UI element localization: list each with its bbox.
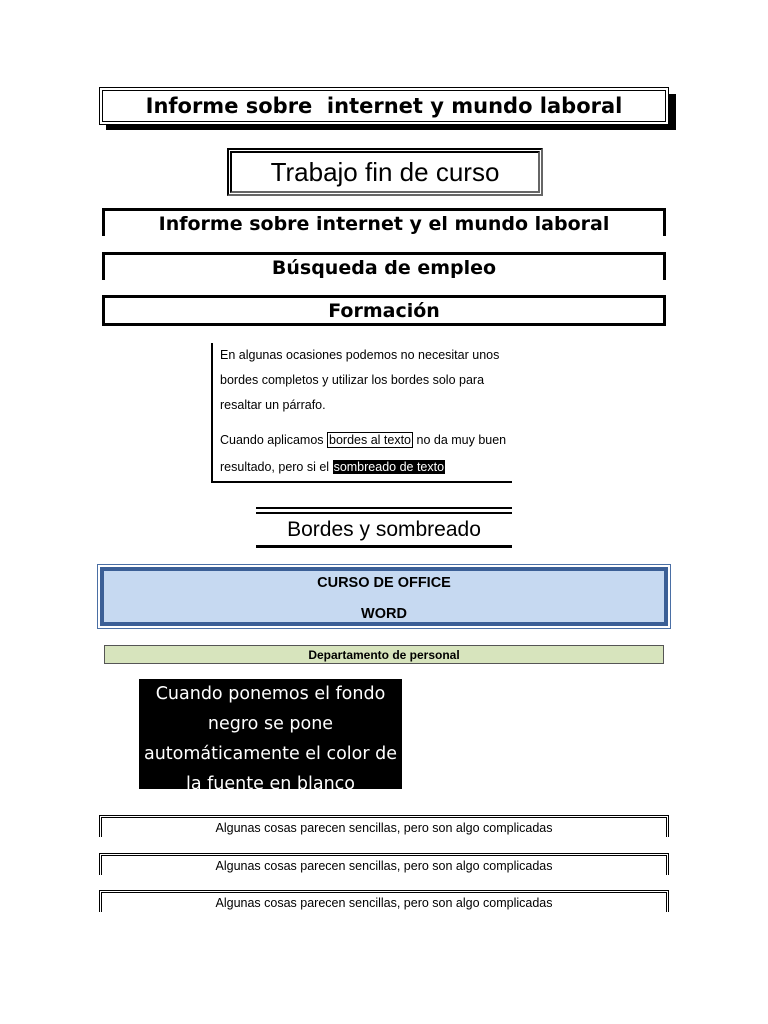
paragraph-text-1: En algunas ocasiones podemos no necesitar unos bordes completos y utilizar los bordes solo para resaltar un párrafo. <box>220 348 500 412</box>
bordered-row-2: Algunas cosas parecen sencillas, pero son algo complicadas <box>99 853 669 875</box>
rule-top-2 <box>256 512 512 514</box>
department-bar: Departamento de personal <box>104 645 664 664</box>
shaded-text: sombreado de texto <box>333 460 445 474</box>
rule-top-1 <box>256 507 512 509</box>
bordered-paragraph <box>211 343 512 483</box>
office-line-2: WORD <box>361 606 407 622</box>
paragraph-text-2 <box>220 427 512 481</box>
office-box <box>100 567 668 626</box>
rule-bottom <box>256 545 512 548</box>
office-line-1: CURSO DE OFFICE <box>317 575 451 591</box>
boxed-text: bordes al texto <box>329 433 412 447</box>
bordered-row-3: Algunas cosas parecen sencillas, pero son algo complicadas <box>99 890 669 912</box>
heading-busqueda: Búsqueda de empleo <box>102 252 666 280</box>
heading-internet: Informe sobre internet y el mundo laboral <box>102 208 666 236</box>
heading-formacion: Formación <box>102 295 666 326</box>
paragraph-text-2a: Cuando aplicamos <box>220 433 328 447</box>
paragraph-text-2b: no da muy buen resultado, pero si el <box>220 433 507 474</box>
bordes-title: Bordes y sombreado <box>287 518 481 541</box>
document-title: Informe sobre internet y mundo laboral <box>99 87 669 125</box>
subtitle-box: Trabajo fin de curso <box>227 148 543 196</box>
black-shaded-box: Cuando ponemos el fondo negro se pone automáticamente el color de la fuente en blanco <box>139 679 402 789</box>
bordered-row-1: Algunas cosas parecen sencillas, pero son algo complicadas <box>99 815 669 837</box>
